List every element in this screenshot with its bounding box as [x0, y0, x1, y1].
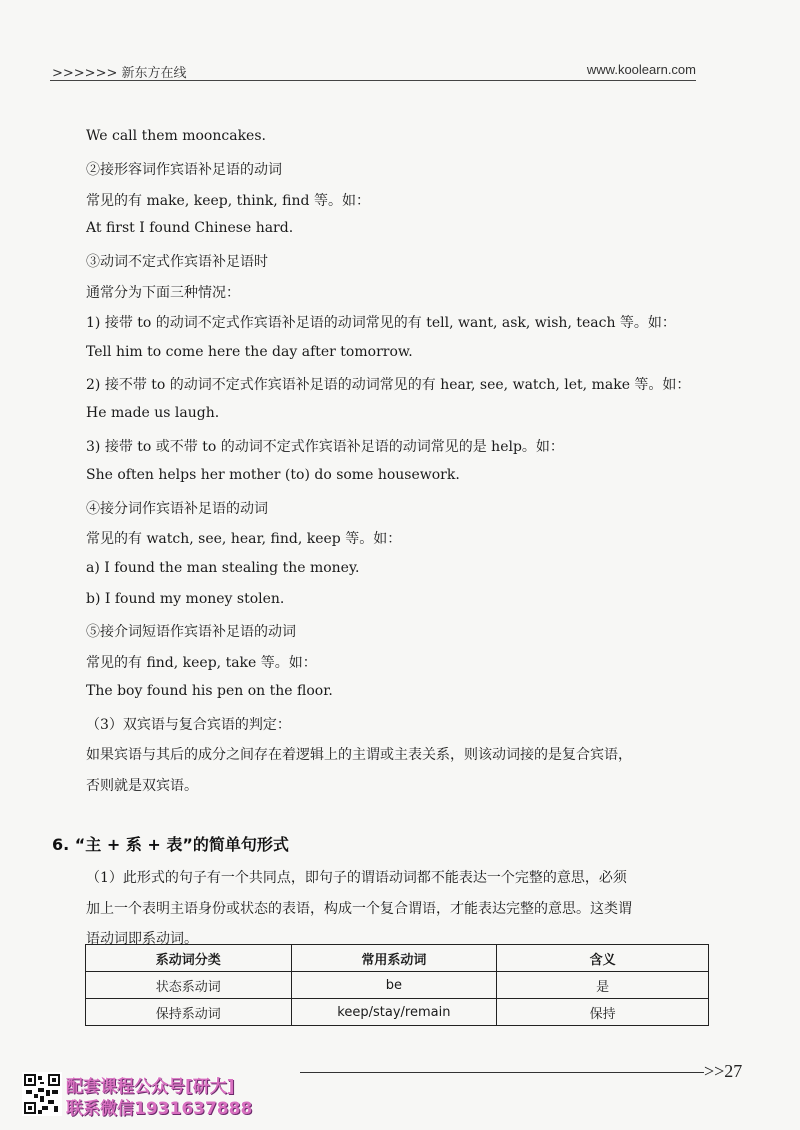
table-cell: 状态系动词	[86, 972, 292, 999]
promo-line: 配套课程公众号[研大]	[66, 1077, 235, 1097]
table-row	[86, 999, 709, 1026]
text-line: 常见的有 watch, see, hear, find, keep 等。如：	[86, 531, 402, 547]
text-line: 2) 接不带 to 的动词不定式作宾语补足语的动词常见的有 hear, see, watch, let, make 等。如：	[86, 377, 691, 393]
text-line: 1) 接带 to 的动词不定式作宾语补足语的动词常见的有 tell, want, ask, wish, teach 等。如：	[86, 315, 676, 331]
text-line: b) I found my money stolen.	[86, 591, 285, 607]
header-brand: >>>>>> 新东方在线	[52, 66, 187, 81]
header-divider	[50, 80, 696, 81]
linking-verb-table	[85, 944, 709, 1026]
text-line: （3）双宾语与复合宾语的判定：	[86, 717, 291, 733]
section-paragraph-line: （1）此形式的句子有一个共同点，即句子的谓语动词都不能表达一个完整的意思，必须	[86, 870, 627, 886]
text-line: She often helps her mother (to) do some housework.	[86, 467, 460, 483]
table-cell: 保持系动词	[86, 999, 292, 1026]
text-line: 3) 接带 to 或不带 to 的动词不定式作宾语补足语的动词常见的是 help。如：	[86, 439, 564, 455]
qr-code-icon	[22, 1072, 62, 1116]
text-line: Tell him to come here the day after tomorrow.	[86, 344, 413, 360]
text-line: ③动词不定式作宾语补足语时	[86, 254, 268, 270]
text-line: ⑤接介词短语作宾语补足语的动词	[86, 624, 296, 640]
table-header-cell: 系动词分类	[86, 945, 292, 972]
footer-divider	[300, 1072, 704, 1073]
text-line: At first I found Chinese hard.	[86, 220, 294, 236]
promo-line: 联系微信1931637888	[66, 1099, 253, 1119]
text-line: a) I found the man stealing the money.	[86, 560, 360, 576]
text-line: ④接分词作宾语补足语的动词	[86, 501, 268, 517]
section-paragraph-line: 语动词即系动词。	[86, 931, 198, 947]
text-line: 通常分为下面三种情况：	[86, 285, 240, 301]
text-line: We call them mooncakes.	[86, 128, 266, 144]
table-cell: 保持	[497, 999, 709, 1026]
text-line: ②接形容词作宾语补足语的动词	[86, 162, 282, 178]
text-line: The boy found his pen on the floor.	[86, 683, 333, 699]
text-line: He made us laugh.	[86, 405, 220, 421]
header-url[interactable]: www.koolearn.com	[586, 62, 696, 77]
text-line: 常见的有 make, keep, think, find 等。如：	[86, 193, 370, 209]
table-header-row	[86, 945, 709, 972]
table-cell: be	[291, 972, 497, 999]
text-line: 否则就是双宾语。	[86, 778, 198, 794]
table-header-cell: 含义	[497, 945, 709, 972]
section-paragraph-line: 加上一个表明主语身份或状态的表语，构成一个复合谓语，才能表达完整的意思。这类谓	[86, 901, 632, 917]
page-number: >>27	[704, 1061, 743, 1081]
table-row	[86, 972, 709, 999]
section-heading: 6. “主 + 系 + 表”的简单句形式	[52, 835, 289, 854]
text-line: 常见的有 find, keep, take 等。如：	[86, 655, 317, 671]
table-header-cell: 常用系动词	[291, 945, 497, 972]
table-cell: keep/stay/remain	[291, 999, 497, 1026]
table-cell: 是	[497, 972, 709, 999]
text-line: 如果宾语与其后的成分之间存在着逻辑上的主谓或主表关系，则该动词接的是复合宾语，	[86, 747, 632, 763]
